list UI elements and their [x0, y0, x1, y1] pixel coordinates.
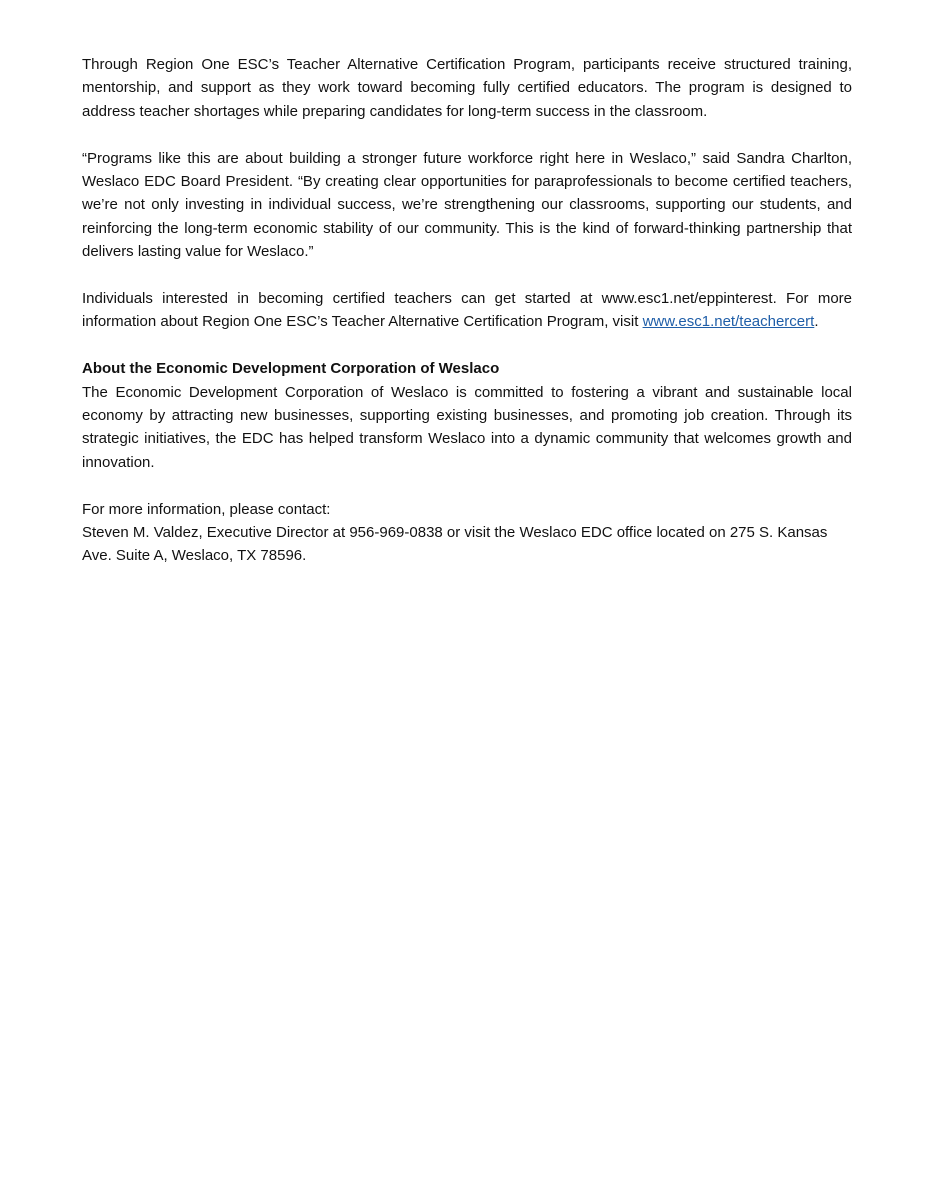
document-content	[82, 53, 852, 591]
paragraph-certification-period: .	[814, 313, 819, 331]
paragraph-certification-links	[82, 287, 852, 334]
contact-intro: For more information, please contact:	[82, 500, 331, 518]
paragraph-board-president-quote: “Programs like this are about building a stronger future workforce right here in Weslaco,” said Sandra Charlton, Weslaco EDC Board President. “By creating clear opportunities for paraprofessionals to become certified teachers, we’re not only investing in individual success, we’re strengthening our classrooms, supporting our students, and reinforcing the long-term economic stability of our community. This is the kind of forward-thinking partnership that delivers lasting value for Weslaco.”	[82, 149, 852, 261]
paragraph-certification-text: Individuals interested in becoming certified teachers can get started at www.esc1.net/eppinterest. For more information about Region One ESC’s Teacher Alternative Certification Program, visit	[82, 290, 852, 331]
contact-details: Steven M. Valdez, Executive Director at 956-969-0838 or visit the Weslaco EDC office located on 275 S. Kansas Ave. Suite A, Weslaco, TX 78596.	[82, 524, 828, 565]
paragraph-program-overview: Through Region One ESC’s Teacher Alternative Certification Program, participants receive structured training, mentorship, and support as they work toward becoming fully certified educators. The program is designed to address teacher shortages while preparing candidates for long-term success in the classroom.	[82, 56, 852, 120]
about-heading: About the Economic Development Corporation of Weslaco	[82, 360, 500, 378]
about-paragraph: The Economic Development Corporation of Weslaco is committed to fostering a vibrant and sustainable local economy by attracting new businesses, supporting existing businesses, and promoting job creation. Through its strategic initiatives, the EDC has helped transform Weslaco into a dynamic community that welcomes growth and innovation.	[82, 383, 852, 471]
teachercert-link[interactable]: www.esc1.net/teachercert	[642, 313, 815, 331]
